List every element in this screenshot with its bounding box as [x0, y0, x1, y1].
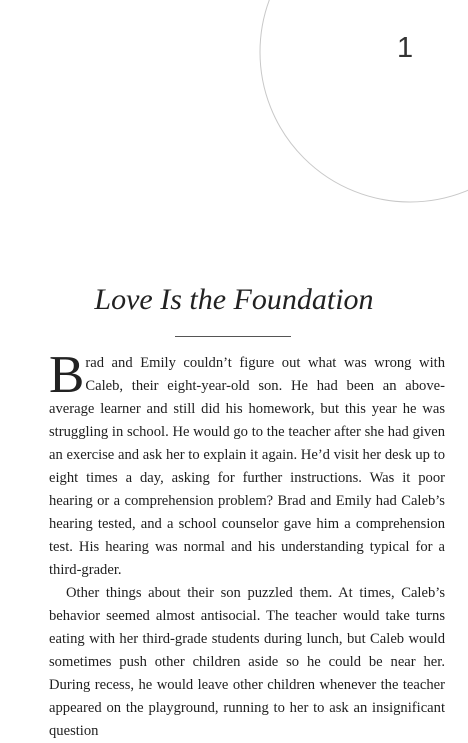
title-divider — [175, 336, 291, 337]
chapter-title: Love Is the Foundation — [94, 283, 374, 316]
paragraph-2-text: Other things about their son puzzled them. At times, Caleb’s behavior seemed almost antisocial. The teacher would take turns eating with her third-grade students during lunch, but Caleb would sometimes push other children aside so he could be near her. During recess, he would leave other children whenever the teacher appeared on the playground, running to her to ask an insignificant question — [49, 585, 445, 739]
drop-cap: B — [49, 346, 85, 404]
paragraph-1-text: rad and Emily couldn’t figure out what was wrong with Caleb, their eight-year-old son. He had been an above-average learner and still did his homework, but this year he was struggling in school. He would go to the teacher after she had given an exercise and ask her to explain it again. He’d visit her desk up to eight times a day, asking for further instructions. Was it poor hearing or a comprehension problem? Brad and Emily had Caleb’s hearing tested, and a school counselor gave him a comprehension test. His hearing was normal and his understanding typical for a third-grader. — [49, 355, 445, 578]
body-paragraph-1 — [49, 346, 445, 582]
chapter-number: 1 — [397, 32, 414, 64]
body-paragraph-2 — [49, 582, 445, 743]
chapter-body — [49, 346, 445, 743]
